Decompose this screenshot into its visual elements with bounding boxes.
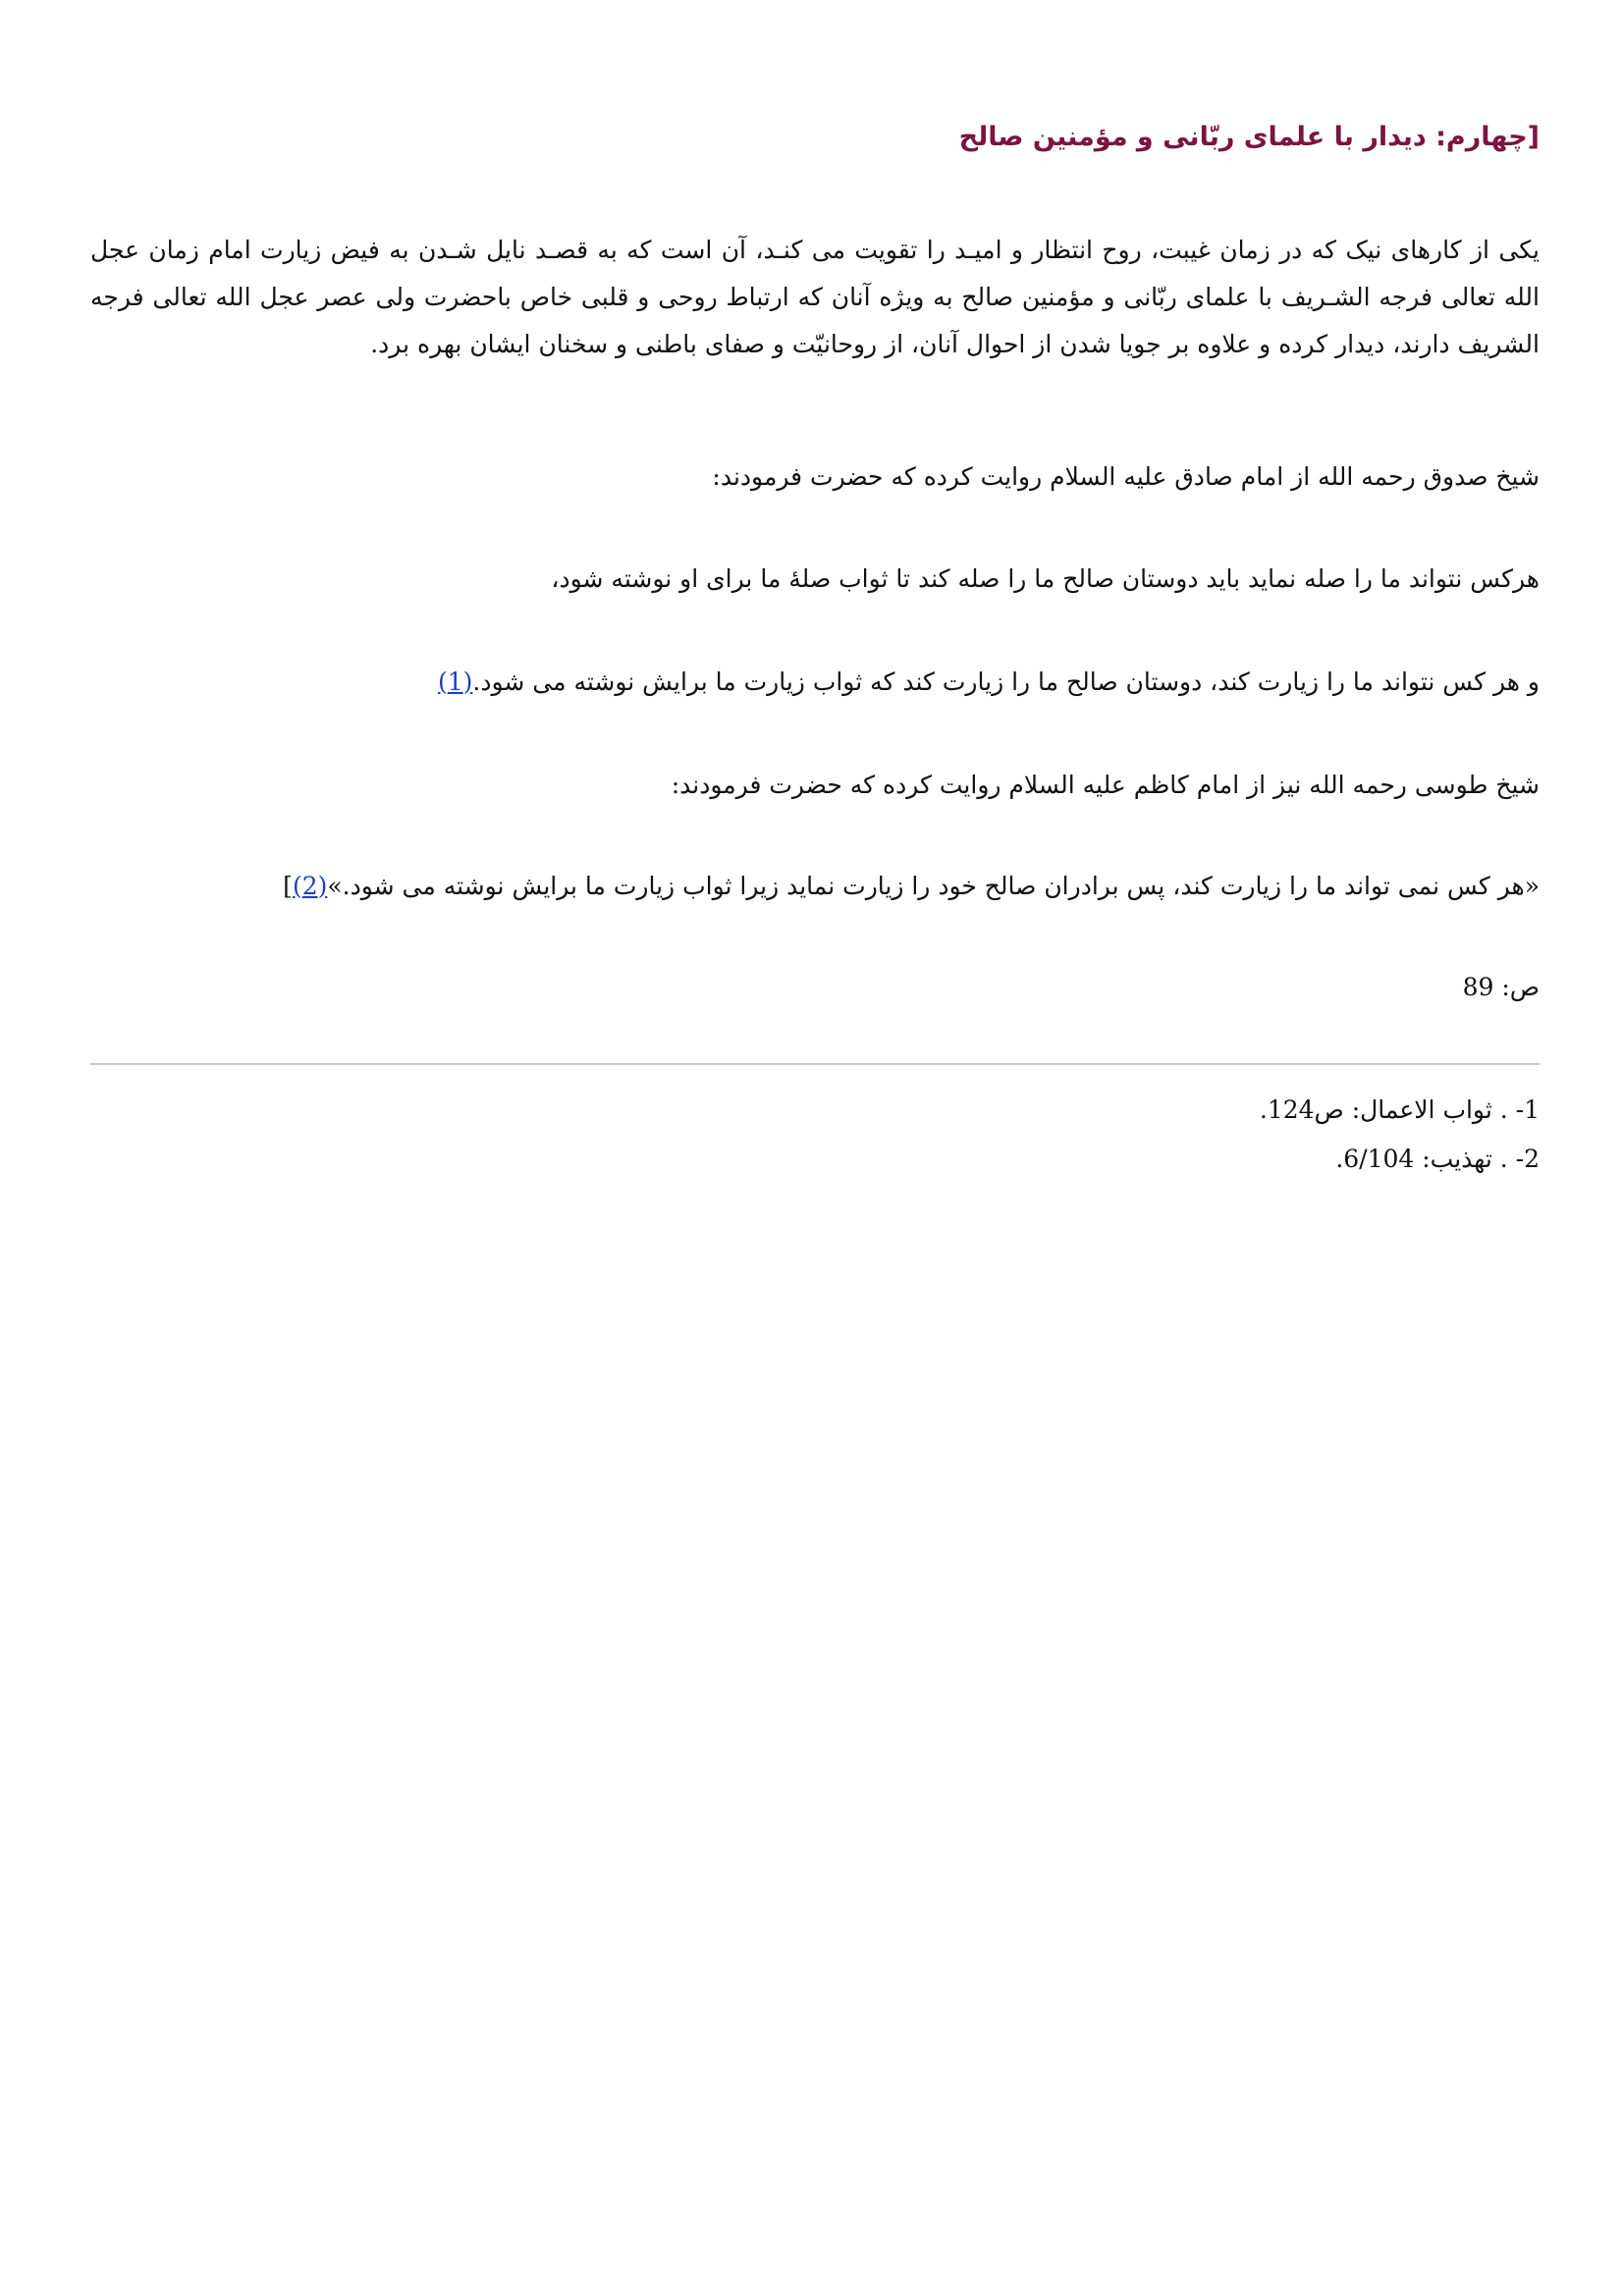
closing-bracket: ] xyxy=(283,872,293,900)
hadith-line-2 xyxy=(90,659,1540,706)
page-number: ص: 89 xyxy=(1462,973,1540,1001)
hadith-line-2-text: و هر کس نتواند ما را زیارت کند، دوستان صالح ما را زیارت کند که ثواب زیارت ما برایش نوشته می شود. xyxy=(472,667,1540,696)
footnotes-list xyxy=(90,1086,1540,1184)
section-heading: [چهارم: دیدار با علمای ربّانی و مؤمنین صالح xyxy=(958,122,1540,152)
saduq-narration-intro: شیخ صدوق رحمه الله از امام صادق علیه السلام روایت کرده که حضرت فرمودند: xyxy=(712,462,1540,491)
footnote-item: 2- . تهذیب: 6/104. xyxy=(1335,1145,1540,1173)
hadith-line-3 xyxy=(90,863,1540,910)
hadith-line-3-text: «هر کس نمی تواند ما را زیارت کند، پس برادران صالح خود را زیارت نماید زیرا ثواب زیارت ما برایش نوشته می شود.» xyxy=(327,872,1540,900)
footnote-link-1[interactable]: (1) xyxy=(437,667,473,696)
hadith-line-1: هرکس نتواند ما را صله نماید باید دوستان صالح ما را صله کند تا ثواب صلهٔ ما برای او نوشته شود، xyxy=(551,564,1540,593)
intro-paragraph: یکی از کارهای نیک که در زمان غیبت، روح انتظار و امیـد را تقویت می کنـد، آن است که به قصـد نایل شـدن به فیض زیارت امام زمان عجل الله تعالی فرجه الشـریف با علمای ربّانی و مؤمنین صالح به ویژه آنان که ارتباط روحی و قلبی خاص باحضرت ولی عصر عجل الله تعالی فرجه الشریف دارند، دیدار کرده و علاوه بر جویا شدن از احوال آنان، از روحانیّت و صفای باطنی و سخنان ایشان بهره برد. xyxy=(90,236,1540,358)
tusi-narration-intro: شیخ طوسی رحمه الله نیز از امام کاظم علیه السلام روایت کرده که حضرت فرمودند: xyxy=(671,771,1540,799)
footnote-item: 1- . ثواب الاعمال: ص124. xyxy=(1259,1095,1540,1124)
footnote-divider xyxy=(90,1063,1540,1065)
footnote-link-2[interactable]: (2) xyxy=(292,872,328,900)
